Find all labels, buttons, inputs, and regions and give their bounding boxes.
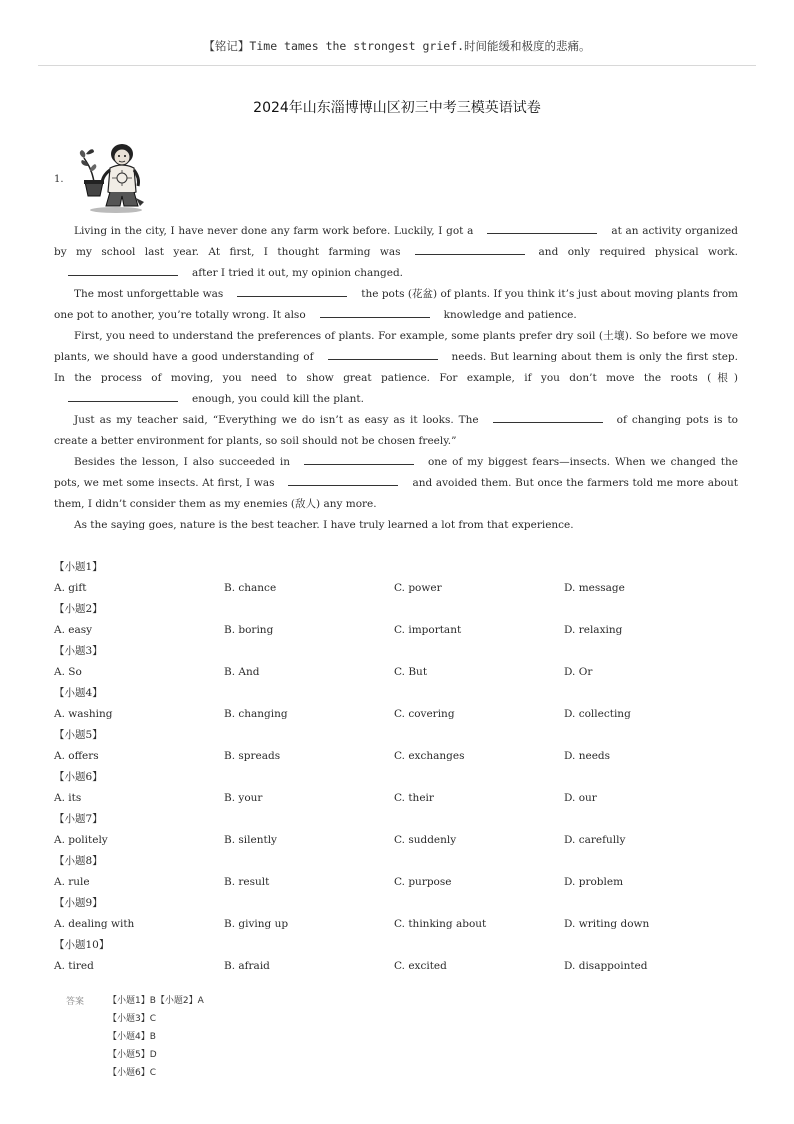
option-row bbox=[54, 830, 744, 851]
option-c[interactable]: C. their bbox=[394, 792, 434, 804]
question-block bbox=[54, 641, 744, 683]
option-row bbox=[54, 914, 744, 935]
paragraph-1: Living in the city, I have never done any farm work before. Luckily, I got a at an activity organized by my school last year. At first, I thought farming was and only required physical work.after I tried it out, my opinion changed. bbox=[54, 221, 738, 284]
option-d[interactable]: D. Or bbox=[564, 666, 593, 678]
option-row bbox=[54, 578, 744, 599]
option-row bbox=[54, 704, 744, 725]
blank-10[interactable] bbox=[288, 474, 398, 486]
question-block bbox=[54, 851, 744, 893]
paragraph-3: First, you need to understand the preferences of plants. For example, some plants prefer dry soil (土壤). So before we move plants, we should have a good understanding of needs. But learning about them is only the first step. In the process of moving, you need to show great patience. For example, if you don’t move the roots (根)enough, you could kill the plant. bbox=[54, 330, 738, 405]
option-a[interactable]: A. tired bbox=[54, 960, 94, 972]
option-d[interactable]: D. writing down bbox=[564, 918, 650, 930]
question-label: 【小题7】 bbox=[54, 813, 103, 825]
question-list bbox=[54, 557, 744, 977]
question-label: 【小题4】 bbox=[54, 687, 103, 699]
option-d[interactable]: D. disappointed bbox=[564, 960, 648, 972]
option-a[interactable]: A. rule bbox=[54, 876, 90, 888]
blank-7[interactable] bbox=[68, 390, 178, 402]
option-c[interactable]: C. covering bbox=[394, 708, 455, 720]
option-c[interactable]: C. But bbox=[394, 666, 428, 678]
option-row bbox=[54, 662, 744, 683]
question-number: 1. bbox=[54, 174, 64, 185]
option-d[interactable]: D. collecting bbox=[564, 708, 631, 720]
question-label: 【小题8】 bbox=[54, 855, 103, 867]
option-a[interactable]: A. gift bbox=[54, 582, 87, 594]
blank-6[interactable] bbox=[328, 348, 438, 360]
paragraph-5: Besides the lesson, I also succeeded in one of my biggest fears—insects. When we changed the pots, we met some insects. At first, I was and avoided them. But once the farmers told me more about them, I didn’t consider them as my enemies (敌人) any more. bbox=[54, 452, 738, 515]
question-block bbox=[54, 767, 744, 809]
blank-2[interactable] bbox=[415, 243, 525, 255]
question-block bbox=[54, 557, 744, 599]
question-label: 【小题5】 bbox=[54, 729, 103, 741]
blank-9[interactable] bbox=[304, 453, 414, 465]
option-d[interactable]: D. problem bbox=[564, 876, 624, 888]
option-a[interactable]: A. its bbox=[54, 792, 82, 804]
option-b[interactable]: B. your bbox=[224, 792, 263, 804]
option-a[interactable]: A. dealing with bbox=[54, 918, 135, 930]
question-label: 【小题1】 bbox=[54, 561, 103, 573]
blank-1[interactable] bbox=[487, 222, 597, 234]
question-block bbox=[54, 725, 744, 767]
option-d[interactable]: D. relaxing bbox=[564, 624, 623, 636]
option-a[interactable]: A. offers bbox=[54, 750, 99, 762]
blank-8[interactable] bbox=[493, 411, 603, 423]
option-c[interactable]: C. purpose bbox=[394, 876, 452, 888]
option-b[interactable]: B. And bbox=[224, 666, 260, 678]
option-d[interactable]: D. carefully bbox=[564, 834, 626, 846]
blank-4[interactable] bbox=[237, 285, 347, 297]
question-block bbox=[54, 893, 744, 935]
question-block bbox=[54, 683, 744, 725]
answer-line: 【小题6】C bbox=[108, 1068, 157, 1078]
option-row bbox=[54, 746, 744, 767]
header-divider bbox=[38, 65, 756, 66]
option-b[interactable]: B. silently bbox=[224, 834, 277, 846]
answer-line: 【小题3】C bbox=[108, 1014, 157, 1024]
motto-banner: 【铭记】Time tames the strongest grief.时间能缓和极度的悲痛。 bbox=[203, 39, 591, 53]
option-row bbox=[54, 872, 744, 893]
answer-label: 答案 bbox=[66, 997, 85, 1007]
option-a[interactable]: A. washing bbox=[54, 708, 113, 720]
question-block bbox=[54, 935, 744, 977]
option-c[interactable]: C. important bbox=[394, 624, 462, 636]
question-block bbox=[54, 809, 744, 851]
option-b[interactable]: B. spreads bbox=[224, 750, 281, 762]
option-row bbox=[54, 956, 744, 977]
paragraph-4: Just as my teacher said, “Everything we do isn’t as easy as it looks. The of changing pots is to create a better environment for plants, so soil should not be chosen freely.” bbox=[54, 410, 738, 452]
blank-5[interactable] bbox=[320, 306, 430, 318]
option-d[interactable]: D. our bbox=[564, 792, 597, 804]
option-b[interactable]: B. result bbox=[224, 876, 270, 888]
option-d[interactable]: D. needs bbox=[564, 750, 611, 762]
option-a[interactable]: A. easy bbox=[54, 624, 93, 636]
option-c[interactable]: C. exchanges bbox=[394, 750, 465, 762]
paragraph-6: As the saying goes, nature is the best teacher. I have truly learned a lot from that experience. bbox=[74, 519, 574, 531]
answer-line: 【小题1】B【小题2】A bbox=[108, 996, 204, 1006]
question-label: 【小题9】 bbox=[54, 897, 103, 909]
answer-lines bbox=[108, 992, 308, 1082]
blank-3[interactable] bbox=[68, 264, 178, 276]
option-c[interactable]: C. excited bbox=[394, 960, 447, 972]
question-label: 【小题2】 bbox=[54, 603, 103, 615]
option-row bbox=[54, 620, 744, 641]
answer-line: 【小题5】D bbox=[108, 1050, 157, 1060]
answer-line: 【小题4】B bbox=[108, 1032, 156, 1042]
exam-title: 2024年山东淄博博山区初三中考三模英语试卷 bbox=[253, 100, 541, 116]
question-label: 【小题10】 bbox=[54, 939, 110, 951]
cloze-passage bbox=[54, 221, 738, 536]
option-d[interactable]: D. message bbox=[564, 582, 625, 594]
option-b[interactable]: B. chance bbox=[224, 582, 277, 594]
option-c[interactable]: C. power bbox=[394, 582, 442, 594]
question-block bbox=[54, 599, 744, 641]
option-b[interactable]: B. changing bbox=[224, 708, 288, 720]
option-b[interactable]: B. afraid bbox=[224, 960, 270, 972]
option-b[interactable]: B. boring bbox=[224, 624, 274, 636]
girl-planting-illustration bbox=[76, 140, 146, 216]
option-c[interactable]: C. thinking about bbox=[394, 918, 487, 930]
question-label: 【小题6】 bbox=[54, 771, 103, 783]
option-c[interactable]: C. suddenly bbox=[394, 834, 457, 846]
option-a[interactable]: A. politely bbox=[54, 834, 108, 846]
paragraph-2: The most unforgettable was the pots (花盆) of plants. If you think it’s just about moving plants from one pot to another, you’re totally wrong. It also knowledge and patience. bbox=[54, 284, 738, 326]
option-b[interactable]: B. giving up bbox=[224, 918, 289, 930]
question-label: 【小题3】 bbox=[54, 645, 103, 657]
option-row bbox=[54, 788, 744, 809]
option-a[interactable]: A. So bbox=[54, 666, 82, 678]
